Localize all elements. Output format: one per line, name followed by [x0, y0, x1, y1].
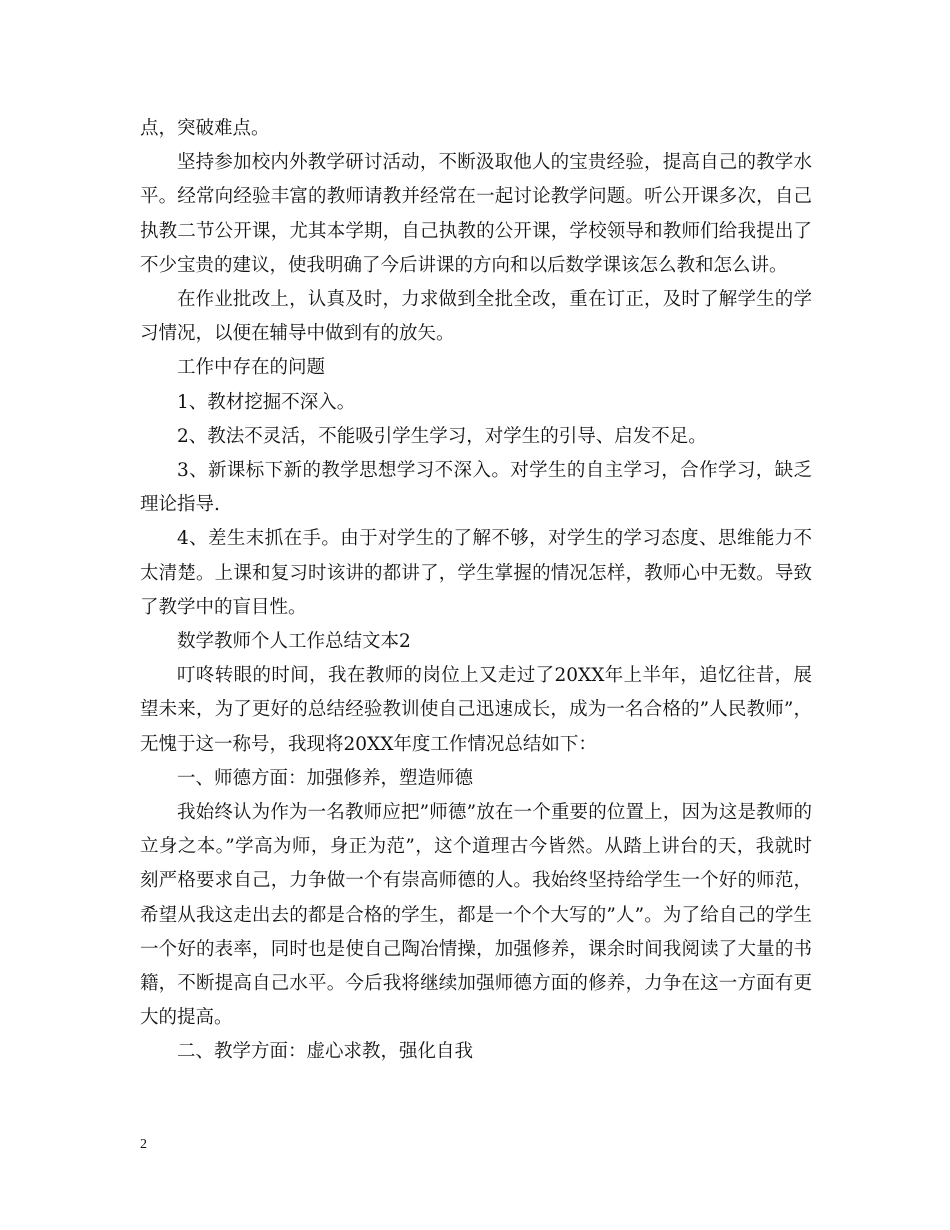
list-item-problem-1: 1、教材挖掘不深入。	[177, 391, 356, 413]
paragraph-intro: 叮咚转眼的时间，我在教师的岗位上又走过了20XX年上半年，追忆往昔，展望未来，为了更好的总结经验教训使自己迅速成长，成为一名合格的”人民教师”，无愧于这一称号，我现将20XX年度工作情况总结如下：	[140, 665, 812, 755]
paragraph-ethics: 我始终认为作为一名教师应把”师德”放在一个重要的位置上，因为这是教师的立身之本。”学高为师，身正为范”，这个道理古今皆然。从踏上讲台的天，我就时刻严格要求自己，力争做一个有崇高师德的人。我始终坚持给学生一个好的师范，希望从我这走出去的都是合格的学生，都是一个个大写的”人”。为了给自己的学生一个好的表率，同时也是使自己陶冶情操，加强修养，课余时间我阅读了大量的书籍，不断提高自己水平。今后我将继续加强师德方面的修养，力争在这一方面有更大的提高。	[140, 802, 812, 1029]
document-body	[140, 112, 812, 1070]
paragraph-homework-correction: 在作业批改上，认真及时，力求做到全批全改，重在订正，及时了解学生的学习情况，以便在辅导中做到有的放矢。	[140, 289, 812, 345]
heading-ethics: 一、师德方面：加强修养，塑造师德	[177, 767, 474, 789]
heading-existing-problems: 工作中存在的问题	[177, 357, 326, 379]
page-number: 2	[140, 1137, 147, 1152]
paragraph-continuation: 点，突破难点。	[140, 118, 270, 139]
paragraph-research-activities: 坚持参加校内外教学研讨活动，不断汲取他人的宝贵经验，提高自己的教学水平。经常向经验丰富的教师请教并经常在一起讨论教学问题。听公开课多次，自己执教二节公开课，尤其本学期，自己执教的公开课，学校领导和教师们给我提出了不少宝贵的建议，使我明确了今后讲课的方向和以后数学课该怎么教和怎么讲。	[140, 152, 812, 276]
list-item-problem-2: 2、教法不灵活，不能吸引学生学习，对学生的引导、启发不足。	[177, 425, 707, 447]
list-item-problem-3: 3、新课标下新的教学思想学习不深入。对学生的自主学习，合作学习，缺乏理论指导.	[140, 460, 812, 516]
list-item-problem-4: 4、差生末抓在手。由于对学生的了解不够，对学生的学习态度、思维能力不太清楚。上课和复习时该讲的都讲了，学生掌握的情况怎样，教师心中无数。导致了教学中的盲目性。	[140, 528, 812, 618]
heading-teaching: 二、教学方面：虚心求教，强化自我	[177, 1041, 474, 1063]
section-title-summary-2: 数学教师个人工作总结文本2	[177, 631, 411, 653]
